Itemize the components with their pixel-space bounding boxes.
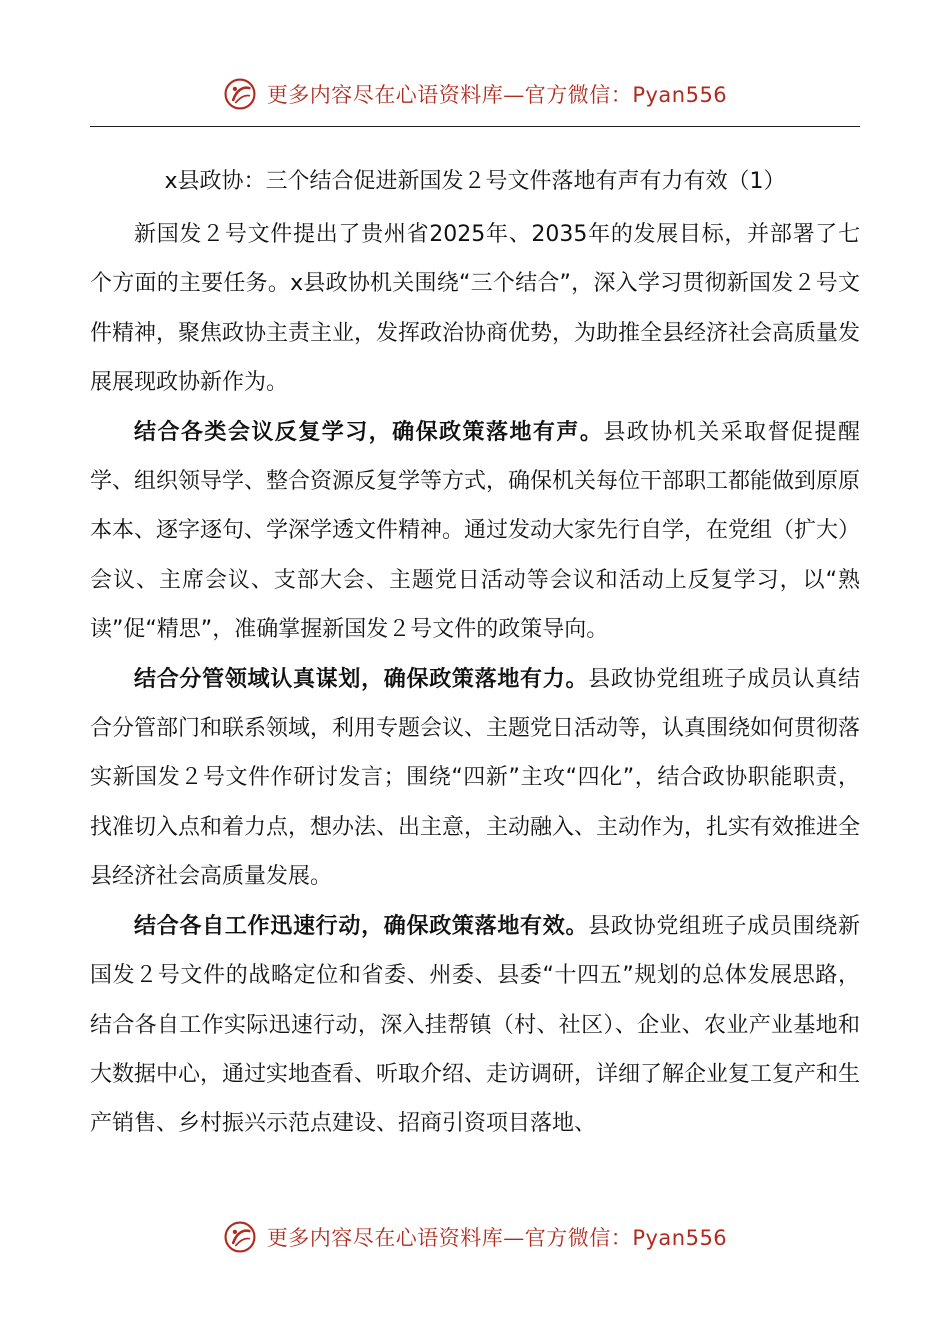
section-body-1: 县政协机关采取督促提醒学、组织领导学、整合资源反复学等方式，确保机关每位干部职工都能做到原原本本、逐字逐句、学深学透文件精神。通过发动大家先行自学，在党组（扩大）会议、主席会议、支部大会、主题党日活动等会议和活动上反复学习，以“熟读”促“精思”，准确掌握新国发２号文件的政策导向。 — [90, 419, 861, 643]
document-body — [90, 154, 860, 1149]
section-paragraph-3 — [90, 902, 860, 1149]
footer-banner — [0, 1215, 950, 1259]
section-paragraph-1 — [90, 408, 860, 655]
footer-banner-main-text: 更多内容尽在心语资料库—官方微信： — [266, 1226, 633, 1250]
swirl-logo-icon — [223, 1220, 257, 1254]
footer-banner-wechat-id: Pyan556 — [632, 1226, 728, 1250]
document-title: x县政协：三个结合促进新国发２号文件落地有声有力有效（1） — [164, 169, 786, 194]
intro-paragraph: 新国发２号文件提出了贵州省2025年、2035年的发展目标，并部署了七个方面的主要任务。x县政协机关围绕“三个结合”，深入学习贯彻新国发２号文件精神，聚焦政协主责主业，发挥政治协商优势，为助推全县经济社会高质量发展展现政协新作为。 — [90, 222, 861, 396]
section-lead-1: 结合各类会议反复学习，确保政策落地有声。 — [134, 419, 604, 445]
section-paragraph-2 — [90, 655, 860, 902]
banner-text — [267, 79, 727, 109]
swirl-logo-icon — [223, 77, 257, 111]
banner-main-text: 更多内容尽在心语资料库—官方微信： — [266, 83, 633, 107]
header-divider — [90, 126, 860, 127]
banner-wechat-id: Pyan556 — [632, 83, 728, 107]
section-lead-3: 结合各自工作迅速行动，确保政策落地有效。 — [134, 913, 589, 939]
header-banner — [0, 72, 950, 116]
section-body-2: 县政协党组班子成员认真结合分管部门和联系领域，利用专题会议、主题党日活动等，认真围绕如何贯彻落实新国发２号文件作研讨发言；围绕“四新”主攻“四化”，结合政协职能职责，找准切入点和着力点，想办法、出主意，主动融入、主动作为，扎实有效推进全县经济社会高质量发展。 — [90, 666, 861, 890]
footer-banner-text — [267, 1222, 727, 1252]
section-body-3: 县政协党组班子成员围绕新国发２号文件的战略定位和省委、州委、县委“十四五”规划的总体发展思路，结合各自工作实际迅速行动，深入挂帮镇（村、社区）、企业、农业产业基地和大数据中心，通过实地查看、听取介绍、走访调研，详细了解企业复工复产和生产销售、乡村振兴示范点建设、招商引资项目落地、 — [90, 913, 861, 1137]
section-lead-2: 结合分管领域认真谋划，确保政策落地有力。 — [134, 666, 589, 692]
